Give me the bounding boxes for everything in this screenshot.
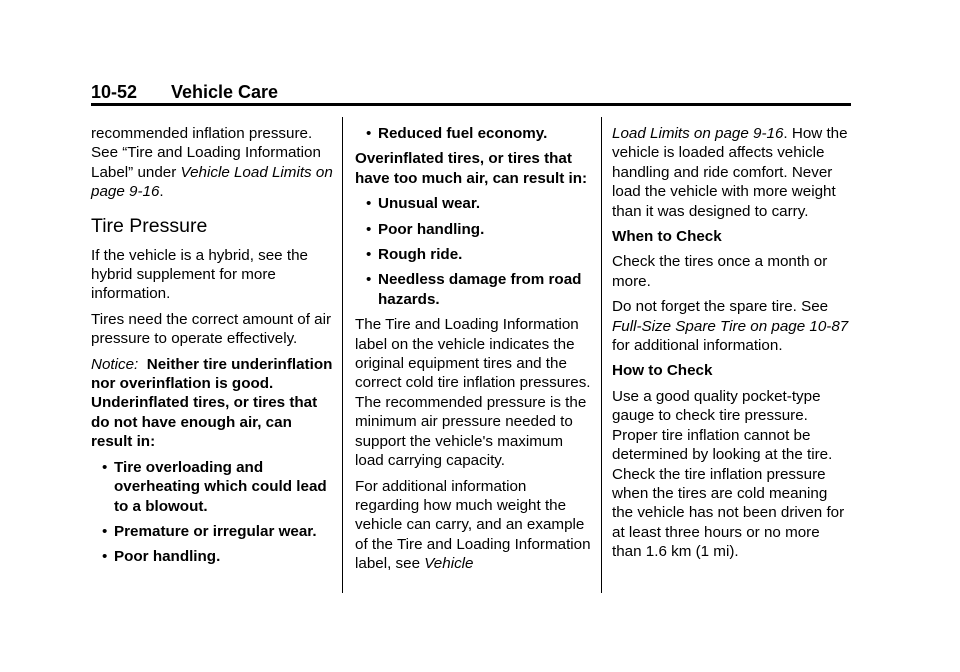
- notice-label: Notice:: [91, 355, 139, 373]
- bullet-icon: •: [102, 522, 108, 540]
- page-header: [91, 82, 851, 104]
- list-item-text: Unusual wear.: [378, 195, 481, 213]
- paragraph: The Tire and Loading Information label on the vehicle indicates the original equipment tires and the correct cold tire inflation pressures. The recommended pressure is the minimum air pressure needed to support the vehicle's maximum load carrying capacity.: [355, 316, 591, 470]
- paragraph: Use a good quality pocket-type gauge to check tire pressure. Proper tire inflation cannot be determined by looking at the tire. Check the tire inflation pressure when the tires are cold meaning the vehicle has not been driven for at least three hours or no more than 1.6 km (1 mi).: [612, 387, 845, 561]
- list-item-text: Needless damage from road hazards.: [378, 271, 582, 308]
- section-title: Vehicle Care: [171, 82, 279, 102]
- text: recommended inflation pressure. See “Tire and Loading Information Label” under: [91, 125, 321, 181]
- header-rule: [91, 103, 851, 106]
- list-item: [355, 124, 593, 143]
- column-divider: [601, 117, 602, 593]
- text: For additional information regarding how much weight the vehicle can carry, and an example of the Tire and Loading Information label, see: [355, 477, 591, 573]
- text: .: [159, 183, 164, 201]
- list-item-text: Premature or irregular wear.: [114, 522, 317, 540]
- list-item: [91, 522, 336, 541]
- heading-tire-pressure: Tire Pressure: [91, 214, 208, 237]
- list-item: [355, 194, 593, 213]
- paragraph: [612, 124, 852, 221]
- list-item: [355, 245, 593, 264]
- column-divider: [342, 117, 343, 593]
- list-item-text: Poor handling.: [378, 220, 485, 238]
- column-1: [91, 124, 336, 573]
- paragraph: Tires need the correct amount of air pressure to operate effectively.: [91, 310, 332, 348]
- bullet-list: [355, 194, 593, 309]
- list-item: [355, 270, 593, 309]
- heading-how-to-check: How to Check: [612, 362, 713, 380]
- bullet-icon: •: [366, 246, 372, 264]
- text: for additional information.: [612, 337, 783, 355]
- bullet-icon: •: [102, 458, 108, 476]
- column-3: [612, 124, 852, 568]
- column-2: [355, 124, 593, 580]
- paragraph: If the vehicle is a hybrid, see the hybrid supplement for more information.: [91, 246, 308, 303]
- notice: [91, 355, 336, 452]
- bullet-icon: •: [366, 125, 372, 142]
- bullet-list: [91, 458, 336, 567]
- list-item: [355, 220, 593, 239]
- text: Do not forget the spare tire. See: [612, 298, 829, 316]
- list-item-text: Poor handling.: [114, 548, 221, 566]
- cross-reference-link[interactable]: Vehicle: [424, 555, 474, 573]
- paragraph: [91, 124, 336, 202]
- paragraph: [612, 297, 852, 355]
- cross-reference-link[interactable]: Vehicle Load Limits on page 9-16: [91, 163, 333, 201]
- text: . How the vehicle is loaded affects vehicle handling and ride comfort. Never load the vehicle with more weight than it was designed to carry.: [612, 125, 848, 220]
- list-item-text: Reduced fuel economy.: [378, 125, 548, 142]
- bullet-icon: •: [366, 271, 372, 289]
- bullet-icon: •: [102, 548, 108, 566]
- cross-reference-link[interactable]: Load Limits on page 9-16: [612, 125, 784, 142]
- heading-when-to-check: When to Check: [612, 228, 722, 246]
- page-number: 10-52: [91, 82, 138, 102]
- bullet-icon: •: [366, 220, 372, 238]
- notice-text: Neither tire underinflation nor overinflation is good. Underinflated tires, or tires that do not have enough air, can result in:: [91, 355, 333, 451]
- list-item-text: Tire overloading and overheating which could lead to a blowout.: [114, 458, 327, 515]
- bullet-list: [355, 124, 593, 143]
- paragraph: Check the tires once a month or more.: [612, 253, 828, 290]
- list-item: [91, 458, 336, 516]
- list-item-text: Rough ride.: [378, 246, 463, 264]
- list-item: [91, 547, 336, 566]
- paragraph-bold: Overinflated tires, or tires that have too much air, can result in:: [355, 150, 588, 187]
- bullet-icon: •: [366, 195, 372, 213]
- paragraph: [355, 477, 593, 574]
- cross-reference-link[interactable]: Full-Size Spare Tire on page 10-87: [612, 317, 849, 335]
